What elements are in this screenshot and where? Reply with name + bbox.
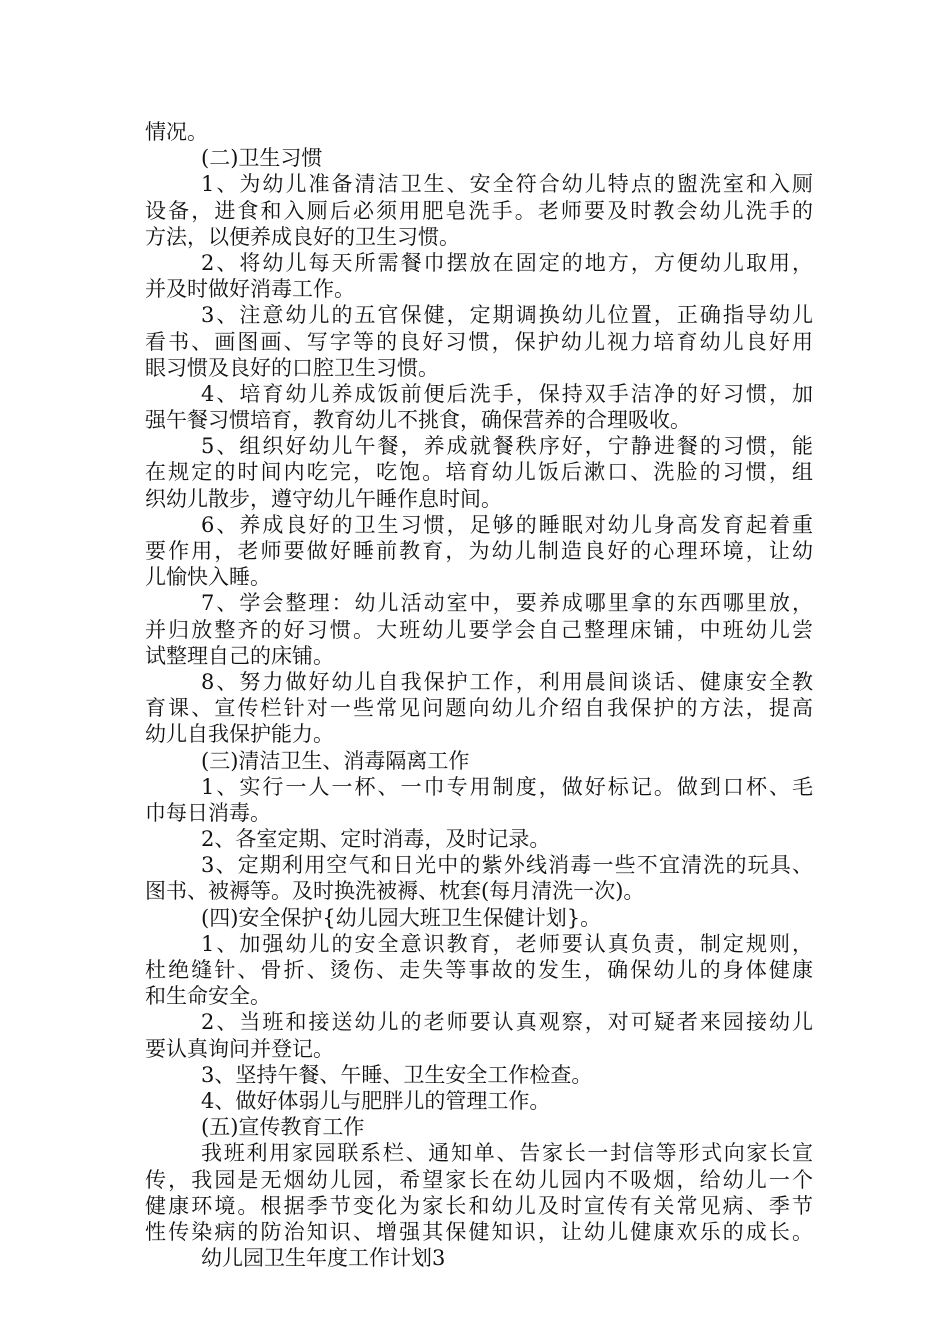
text-line: 1、为幼儿准备清洁卫生、安全符合幼儿特点的盥洗室和入厕 [201, 172, 813, 197]
text-line: 4、做好体弱儿与肥胖儿的管理工作。 [201, 1088, 551, 1113]
text-line: 4、培育幼儿养成饭前便后洗手，保持双手洁净的好习惯，加 [201, 381, 813, 406]
text-line: 儿愉快入睡。 [145, 565, 271, 590]
text-line: 3、注意幼儿的五官保健，定期调换幼儿位置，正确指导幼儿 [201, 303, 813, 328]
text-line: (四)安全保护{幼儿园大班卫生保健计划}。 [201, 905, 602, 930]
text-line: 眼习惯及良好的口腔卫生习惯。 [145, 355, 439, 380]
text-line: 织幼儿散步，遵守幼儿午睡作息时间。 [145, 486, 502, 511]
text-line: 6、养成良好的卫生习惯，足够的睡眠对幼儿身高发育起着重 [201, 512, 813, 537]
text-line: 育课、宣传栏针对一些常见问题向幼儿介绍自我保护的方法，提高 [145, 696, 813, 721]
text-line: 我班利用家园联系栏、通知单、告家长一封信等形式向家长宣 [201, 1141, 813, 1166]
text-line: 看书、画图画、写字等的良好习惯，保护幼儿视力培育幼儿良好用 [145, 329, 813, 354]
text-line: 情况。 [145, 120, 208, 144]
text-line: 7、学会整理：幼儿活动室中，要养成哪里拿的东西哪里放， [201, 591, 813, 616]
text-line: 并归放整齐的好习惯。大班幼儿要学会自己整理床铺，中班幼儿尝 [145, 617, 813, 642]
text-line: 3、定期利用空气和日光中的紫外线消毒一些不宜清洗的玩具、 [201, 853, 813, 878]
document-body [145, 119, 813, 1271]
text-line: 健康环境。根据季节变化为家长和幼儿及时宣传有关常见病、季节 [145, 1193, 813, 1218]
text-line: 1、加强幼儿的安全意识教育，老师要认真负责，制定规则， [201, 931, 813, 956]
text-line: 性传染病的防治知识、增强其保健知识，让幼儿健康欢乐的成长。 [145, 1219, 813, 1244]
text-line: 2、各室定期、定时消毒，及时记录。 [201, 827, 551, 852]
text-line: (二)卫生习惯 [201, 146, 323, 171]
text-line: 并及时做好消毒工作。 [145, 277, 355, 302]
text-line: 8、努力做好幼儿自我保护工作，利用晨间谈话、健康安全教 [201, 669, 813, 694]
text-line: 5、组织好幼儿午餐，养成就餐秩序好，宁静进餐的习惯，能 [201, 434, 813, 459]
text-line: 幼儿自我保护能力。 [145, 722, 334, 747]
text-line: 试整理自己的床铺。 [145, 643, 334, 668]
text-line: 方法，以便养成良好的卫生习惯。 [145, 224, 460, 249]
text-line: 强午餐习惯培育，教育幼儿不挑食，确保营养的合理吸收。 [145, 408, 691, 433]
text-line: 要认真询问并登记。 [145, 1036, 334, 1061]
text-line: 杜绝缝针、骨折、烫伤、走失等事故的发生，确保幼儿的身体健康 [145, 958, 813, 982]
text-line: (三)清洁卫生、消毒隔离工作 [201, 748, 470, 773]
text-line: 幼儿园卫生年度工作计划3 [201, 1246, 446, 1271]
text-line: (五)宣传教育工作 [201, 1115, 365, 1140]
text-line: 巾每日消毒。 [145, 800, 271, 825]
text-line: 1、实行一人一杯、一巾专用制度，做好标记。做到口杯、毛 [201, 774, 813, 799]
text-line: 3、坚持午餐、午睡、卫生安全工作检查。 [201, 1062, 593, 1087]
text-line: 图书、被褥等。及时换洗被褥、枕套(每月清洗一次)。 [145, 879, 645, 904]
text-line: 设备，进食和入厕后必须用肥皂洗手。老师要及时教会幼儿洗手的 [145, 198, 813, 223]
text-line: 2、当班和接送幼儿的老师要认真观察，对可疑者来园接幼儿 [201, 1010, 813, 1035]
text-line: 在规定的时间内吃完，吃饱。培育幼儿饭后漱口、洗脸的习惯，组 [145, 460, 813, 485]
text-line: 和生命安全。 [145, 984, 271, 1009]
text-line: 要作用，老师要做好睡前教育，为幼儿制造良好的心理环境，让幼 [145, 539, 813, 563]
text-line: 传，我园是无烟幼儿园，希望家长在幼儿园内不吸烟，给幼儿一个 [145, 1167, 813, 1192]
text-line: 2、将幼儿每天所需餐巾摆放在固定的地方，方便幼儿取用， [201, 250, 813, 275]
